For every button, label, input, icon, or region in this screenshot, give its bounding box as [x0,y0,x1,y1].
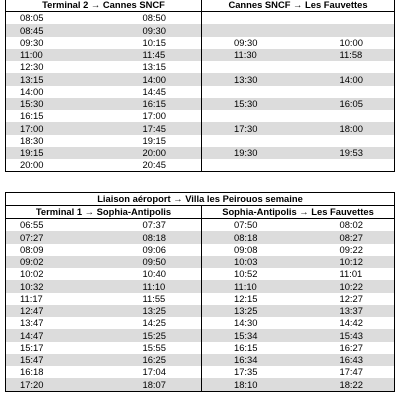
time-cell [202,24,301,36]
time-cell: 12:15 [202,293,301,305]
time-cell: 17:00 [104,110,202,122]
time-cell: 10:00 [301,37,395,49]
table-row [6,37,395,49]
time-cell: 17:30 [202,122,301,134]
time-cell: 12:47 [6,305,104,317]
time-cell: 08:50 [104,12,202,25]
time-cell: 08:45 [6,24,104,36]
time-cell: 14:45 [104,86,202,98]
time-cell: 13:37 [301,305,395,317]
table-header-row [6,0,395,12]
time-cell: 16:05 [301,98,395,110]
time-cell: 12:27 [301,293,395,305]
table-row [6,244,395,256]
time-cell: 17:45 [104,122,202,134]
time-cell: 14:47 [6,329,104,341]
time-cell: 11:30 [202,49,301,61]
table-row [6,293,395,305]
time-cell: 15:47 [6,354,104,366]
table-row [6,354,395,366]
table-row [6,256,395,268]
time-cell: 07:27 [6,231,104,243]
time-cell: 09:50 [104,256,202,268]
time-cell: 15:17 [6,342,104,354]
schedule-table-2-body [6,219,395,392]
time-cell: 13:15 [6,73,104,85]
time-cell: 15:25 [104,329,202,341]
time-cell: 09:08 [202,244,301,256]
time-cell: 19:15 [6,147,104,159]
time-cell: 17:47 [301,366,395,378]
time-cell [301,159,395,172]
time-cell: 08:02 [301,219,395,232]
time-cell: 14:30 [202,317,301,329]
table-row [6,231,395,243]
time-cell: 08:05 [6,12,104,25]
time-cell: 15:30 [6,98,104,110]
table-row [6,122,395,134]
header-terminal1-sophia: Terminal 1 → Sophia-Antipolis [6,206,202,219]
time-cell [301,86,395,98]
header-cannes-fauvettes: Cannes SNCF → Les Fauvettes [202,0,395,12]
time-cell: 18:22 [301,378,395,391]
time-cell: 17:35 [202,366,301,378]
time-cell: 11:55 [104,293,202,305]
time-cell [202,12,301,25]
table-header-row [6,206,395,219]
time-cell: 17:20 [6,378,104,391]
table-row [6,61,395,73]
time-cell: 09:06 [104,244,202,256]
time-cell: 13:15 [104,61,202,73]
time-cell: 10:32 [6,280,104,292]
table-row [6,366,395,378]
time-cell: 20:00 [6,159,104,172]
time-cell: 09:30 [202,37,301,49]
time-cell: 11:10 [104,280,202,292]
time-cell: 11:17 [6,293,104,305]
table-row [6,219,395,232]
time-cell: 15:30 [202,98,301,110]
time-cell: 16:34 [202,354,301,366]
time-cell: 08:27 [301,231,395,243]
time-cell: 16:27 [301,342,395,354]
time-cell: 13:25 [202,305,301,317]
time-cell [301,61,395,73]
time-cell: 16:15 [6,110,104,122]
time-cell: 13:30 [202,73,301,85]
time-cell: 06:55 [6,219,104,232]
time-cell: 16:15 [202,342,301,354]
time-cell: 13:25 [104,305,202,317]
time-cell: 18:10 [202,378,301,391]
table-title: Liaison aéroport → Villa les Peirouos semaine [6,193,395,206]
table-title-row [6,193,395,206]
time-cell [301,24,395,36]
time-cell: 18:00 [301,122,395,134]
time-cell: 19:30 [202,147,301,159]
time-cell: 12:30 [6,61,104,73]
time-cell [301,135,395,147]
schedule-table-1-body [6,12,395,172]
time-cell: 11:10 [202,280,301,292]
table-row [6,378,395,391]
schedule-table-1 [5,0,395,172]
table-row [6,317,395,329]
time-cell: 14:00 [6,86,104,98]
time-cell: 13:47 [6,317,104,329]
table-row [6,86,395,98]
time-cell [202,86,301,98]
time-cell: 16:25 [104,354,202,366]
table-row [6,49,395,61]
time-cell: 20:45 [104,159,202,172]
time-cell: 11:58 [301,49,395,61]
time-cell: 10:15 [104,37,202,49]
time-cell: 10:03 [202,256,301,268]
time-cell: 15:55 [104,342,202,354]
time-cell: 08:09 [6,244,104,256]
time-cell: 09:02 [6,256,104,268]
time-cell: 10:52 [202,268,301,280]
time-cell [301,12,395,25]
table-row [6,110,395,122]
header-terminal2-cannes: Terminal 2 → Cannes SNCF [6,0,202,12]
time-cell: 09:22 [301,244,395,256]
time-cell: 16:18 [6,366,104,378]
time-cell: 10:02 [6,268,104,280]
time-cell: 10:22 [301,280,395,292]
time-cell: 17:00 [6,122,104,134]
schedule-table-2 [5,192,395,392]
time-cell: 14:00 [104,73,202,85]
time-cell: 18:07 [104,378,202,391]
time-cell: 14:25 [104,317,202,329]
time-cell: 17:04 [104,366,202,378]
time-cell: 07:37 [104,219,202,232]
header-sophia-fauvettes: Sophia-Antipolis → Les Fauvettes [202,206,395,219]
time-cell: 11:45 [104,49,202,61]
time-cell: 08:18 [202,231,301,243]
time-cell: 11:01 [301,268,395,280]
time-cell: 14:00 [301,73,395,85]
table-row [6,329,395,341]
time-cell [301,110,395,122]
time-cell: 10:40 [104,268,202,280]
time-cell: 15:43 [301,329,395,341]
time-cell: 09:30 [6,37,104,49]
time-cell: 15:34 [202,329,301,341]
time-cell: 16:15 [104,98,202,110]
table-row [6,305,395,317]
table-row [6,159,395,172]
time-cell [202,135,301,147]
table-row [6,73,395,85]
table-row [6,280,395,292]
time-cell: 07:50 [202,219,301,232]
time-cell [202,61,301,73]
time-cell: 08:18 [104,231,202,243]
time-cell [202,110,301,122]
time-cell: 11:00 [6,49,104,61]
time-cell: 14:42 [301,317,395,329]
table-row [6,98,395,110]
time-cell: 09:30 [104,24,202,36]
table-row [6,24,395,36]
time-cell: 10:12 [301,256,395,268]
table-row [6,342,395,354]
time-cell: 16:43 [301,354,395,366]
table-row [6,147,395,159]
time-cell: 18:30 [6,135,104,147]
time-cell: 19:15 [104,135,202,147]
table-row [6,135,395,147]
time-cell: 19:53 [301,147,395,159]
time-cell: 20:00 [104,147,202,159]
time-cell [202,159,301,172]
table-row [6,12,395,25]
table-row [6,268,395,280]
